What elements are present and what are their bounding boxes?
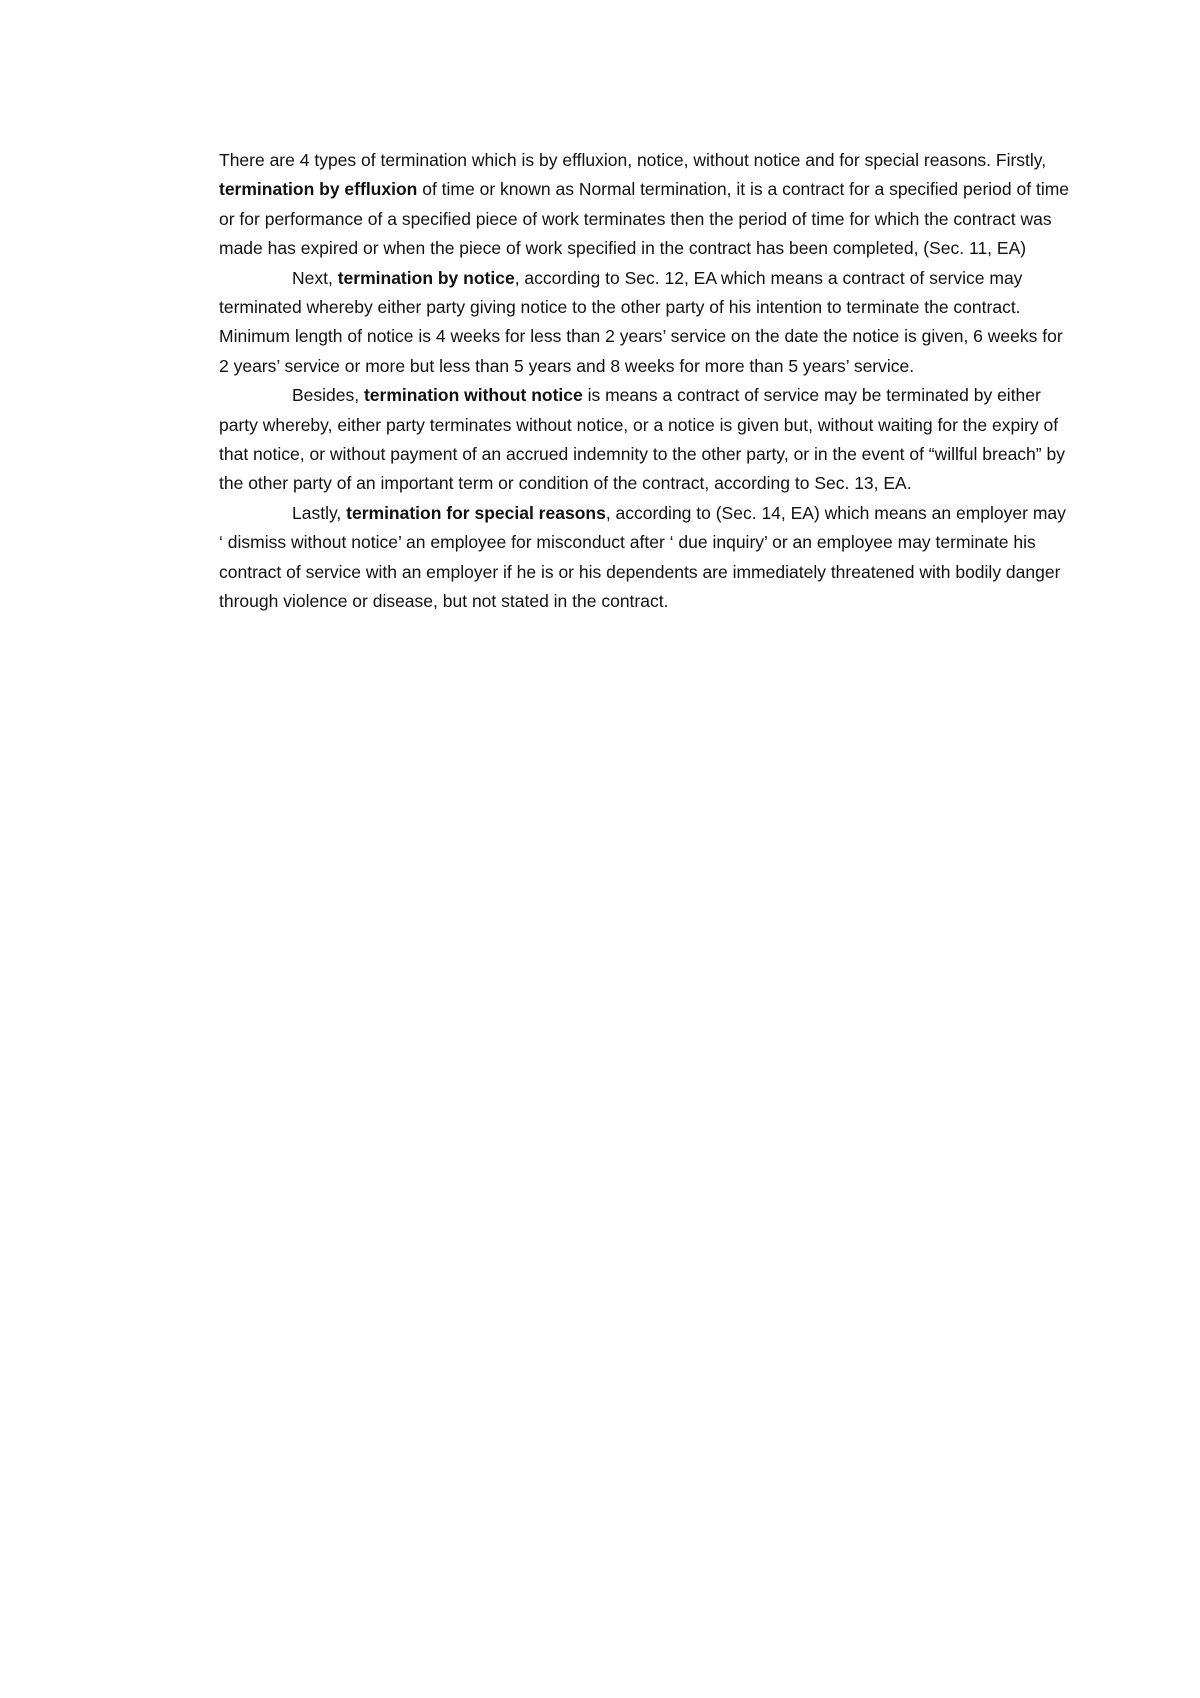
text-run: There are 4 types of termination which is by effluxion, notice, without notice and for special reasons. Firstly,: [219, 150, 1047, 170]
text-run: Lastly,: [292, 502, 347, 523]
body-text: [219, 146, 1074, 617]
term-notice: termination by notice: [337, 267, 515, 288]
paragraph-notice: [219, 264, 1074, 382]
text-run: Besides,: [292, 385, 364, 406]
paragraph-intro-effluxion: [219, 146, 1074, 264]
term-special-reasons: termination for special reasons: [346, 502, 606, 523]
text-run: Next,: [292, 267, 338, 288]
text-run: , according to (Sec. 14, EA) which means an employer may ‘ dismiss without notice’ an employee for misconduct after ‘ due inquiry’ or an employee may terminate his contract of service with an employer if he is or his dependents are immediately threatened with bodily danger through violence or disease, but not stated in the contract.: [219, 502, 1066, 612]
term-effluxion: termination by effluxion: [219, 179, 418, 200]
paragraph-without-notice: [219, 381, 1074, 499]
paragraph-special-reasons: [219, 499, 1074, 617]
text-run: , according to Sec. 12, EA which means a contract of service may terminated whereby either party giving notice to the other party of his intention to terminate the contract. Minimum length of notice is 4 weeks for less than 2 years’ service on the date the notice is given, 6 weeks for 2 years’ service or more but less than 5 years and 8 weeks for more than 5 years’ service.: [219, 267, 1063, 376]
text-run: of time or known as Normal termination, it is a contract for a specified period of time or for performance of a specified piece of work terminates then the period of time for which the contract was made has expired or when the piece of work specified in the contract has been completed, (Sec. 11, EA): [219, 179, 1070, 259]
term-without-notice: termination without notice: [363, 385, 583, 406]
text-run: is means a contract of service may be terminated by either party whereby, either party terminates without notice, or a notice is given but, without waiting for the expiry of that notice, or without payment of an accrued indemnity to the other party, or in the event of “willful breach” by the other party of an important term or condition of the contract, according to Sec. 13, EA.: [219, 385, 1065, 494]
